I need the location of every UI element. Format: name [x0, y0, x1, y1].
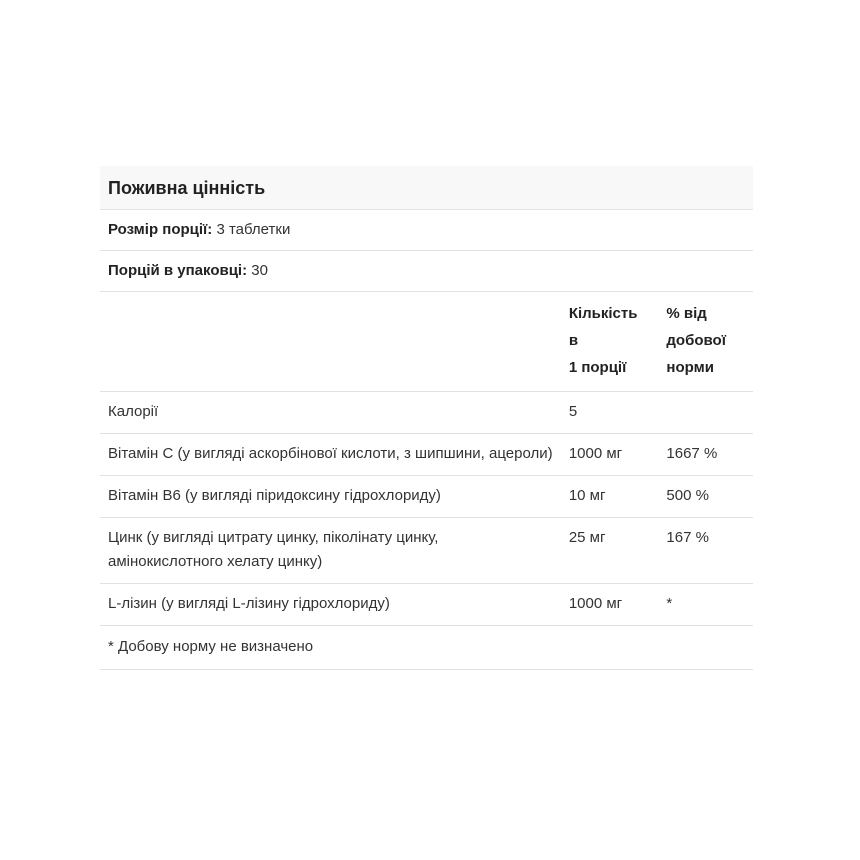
serving-size-row	[100, 210, 753, 251]
serving-size-label: Розмір порції:	[108, 221, 213, 238]
nutrient-amount: 5	[568, 403, 578, 420]
dv-header-line3: норми	[666, 359, 714, 376]
servings-per-container-label: Порцій в упаковці:	[108, 262, 248, 279]
footnote: * Добову норму не визначено	[108, 638, 314, 655]
nutrient-daily-value: 167 %	[666, 529, 709, 546]
nutrient-row	[100, 392, 753, 434]
title-row	[100, 166, 753, 210]
nutrient-row	[100, 476, 753, 518]
column-header-row	[100, 292, 753, 392]
amount-header-line1: Кількість в	[568, 305, 638, 349]
nutrient-name: Вітамін B6 (у вигляді піридоксину гідрохлориду)	[108, 487, 441, 504]
nutrient-row	[100, 584, 753, 626]
nutrient-row	[100, 434, 753, 476]
nutrient-name: Вітамін C (у вигляді аскорбінової кислоти, з шипшини, ацероли)	[108, 445, 553, 462]
nutrient-amount: 10 мг	[568, 487, 606, 504]
nutrient-daily-value	[658, 392, 753, 434]
daily-value-column-header	[658, 292, 753, 392]
nutrient-amount: 1000 мг	[568, 595, 623, 612]
nutrition-title: Поживна цінність	[100, 166, 753, 210]
dv-header-line1: % від	[666, 305, 707, 322]
nutrient-daily-value: 500 %	[666, 487, 709, 504]
nutrient-name: Калорії	[108, 403, 159, 420]
amount-header-line2: 1 порції	[568, 359, 627, 376]
nutrient-daily-value: *	[666, 595, 673, 612]
nutrient-daily-value: 1667 %	[666, 445, 718, 462]
nutrient-name: L-лізин (у вигляді L-лізину гідрохлориду)	[108, 595, 390, 612]
footnote-row	[100, 626, 753, 670]
amount-column-header	[561, 292, 659, 392]
nutrient-row	[100, 518, 753, 584]
servings-per-container-value: 30	[251, 262, 268, 279]
dv-header-line2: добової	[666, 332, 726, 349]
servings-per-container-row	[100, 251, 753, 292]
nutrient-amount: 25 мг	[568, 529, 606, 546]
nutrient-amount: 1000 мг	[568, 445, 623, 462]
serving-size-value: 3 таблетки	[216, 221, 291, 238]
nutrition-facts-table	[100, 166, 753, 670]
nutrient-column-header	[100, 292, 561, 392]
nutrient-name: Цинк (у вигляді цитрату цинку, піколінату цинку, амінокислотного хелату цинку)	[108, 529, 439, 570]
